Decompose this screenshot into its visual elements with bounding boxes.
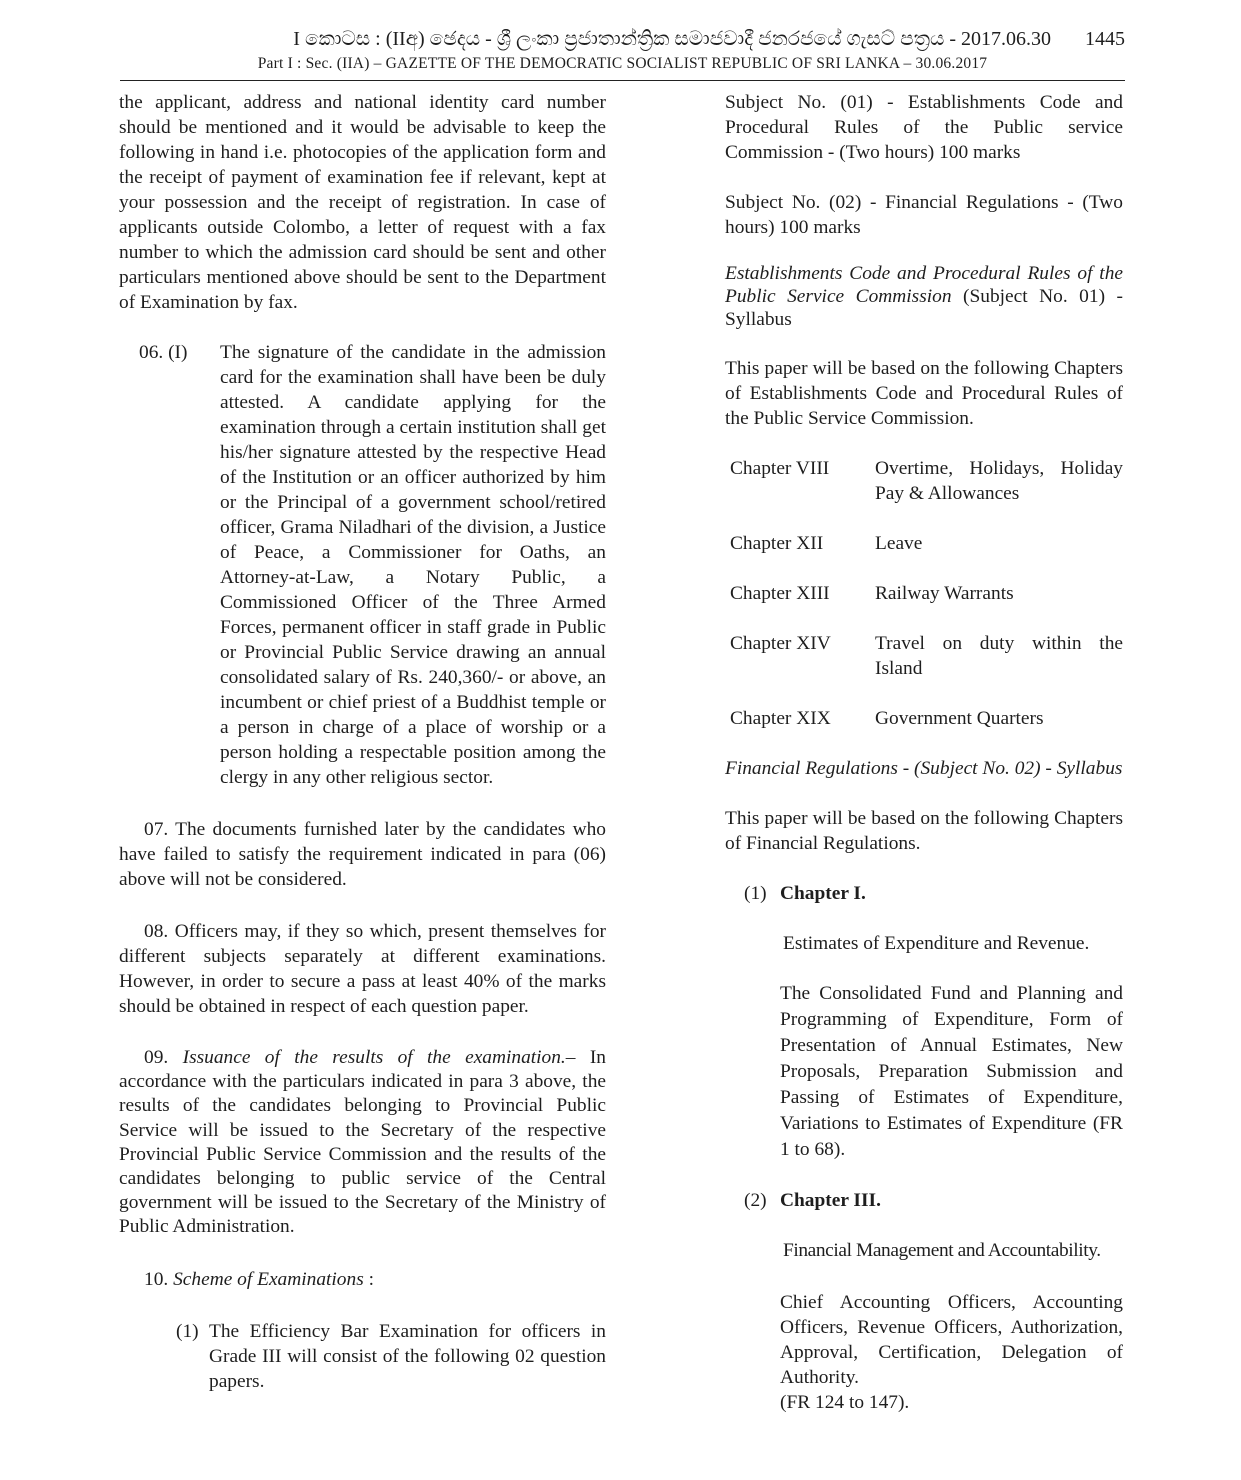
syllabus-title: Financial Regulations - (Subject No. 02) - Syllabus	[725, 758, 1123, 779]
fr-item-1	[725, 881, 1123, 906]
paragraph-07: 07. The documents furnished later by the candidates who have failed to satisfy the requirement indicated in para (06) above will not be considered.	[119, 819, 606, 890]
syllabus-subject: (Subject No. 01) - Syllabus	[725, 286, 1123, 330]
paragraph-number: 06. (I)	[139, 342, 188, 363]
item-text: The Efficiency Bar Examination for officers in Grade III will consist of the following 02 question papers.	[209, 1320, 606, 1392]
paragraph-heading: Scheme of Examinations	[173, 1268, 364, 1290]
heading-colon: :	[363, 1268, 374, 1290]
paragraph-08: 08. Officers may, if they so which, present themselves for different subjects separately at different examinations. However, in order to secure a pass at least 40% of the marks should be obtained in respect of each question paper.	[119, 921, 606, 1017]
syllabus-01-heading	[725, 262, 1123, 331]
subject-01: Subject No. (01) - Establishments Code and Procedural Rules of the Public service Commission - (Two hours) 100 marks	[725, 92, 1123, 163]
subject-02: Subject No. (02) - Financial Regulations - (Two hours) 100 marks	[725, 192, 1123, 238]
syllabus-02-heading	[725, 756, 1123, 781]
item-chapter: Chapter I.	[780, 883, 866, 904]
paragraph-10	[119, 1267, 606, 1292]
header-rule	[120, 80, 1125, 81]
page-header-english: Part I : Sec. (IIA) – GAZETTE OF THE DEMOCRATIC SOCIALIST REPUBLIC OF SRI LANKA – 30.06.2017	[257, 55, 988, 72]
syllabus-01-intro: This paper will be based on the following Chapters of Establishments Code and Procedural Rules of the Public Service Commission.	[725, 358, 1123, 429]
table-row	[725, 631, 1123, 681]
table-row	[725, 706, 1123, 731]
header-sinhala-title: I කොටස : (IIඅ) ඡෙදය - ශ්‍රී ලංකා ප්‍රජාතාන්ත්‍රික සමාජවාදී ජනරජයේ ගැසට් පත්‍රය - 2017.06.30	[293, 28, 1051, 50]
chapter-name: Chapter XIII	[730, 583, 830, 604]
fr-item-1-title: Estimates of Expenditure and Revenue.	[783, 933, 1090, 954]
chapter-title: Overtime, Holidays, Holiday Pay & Allowances	[875, 458, 1123, 504]
paragraph-text: – In accordance with the particulars indicated in para 3 above, the results of the candidates belonging to Provincial Public Service will be issued to the Secretary of the respective Provincial Public Service Commission and the results of the candidates belonging to public service of the Central government will be issued to the Secretary of the Ministry of Public Administration.	[119, 1047, 606, 1238]
chapter-title: Government Quarters	[875, 708, 1044, 729]
chapter-name: Chapter VIII	[730, 458, 830, 479]
page-header-sinhala	[120, 28, 1125, 51]
paragraph-continued: the applicant, address and national identity card number should be mentioned and it would be advisable to keep the following in hand i.e. photocopies of the application form and the receipt of payment of examination fee if relevant, kept at your possession and the receipt of registration. In case of applicants outside Colombo, a letter of request with a fax number to which the admission card should be sent and other particulars mentioned above should be sent to the Department of Examination by fax.	[119, 92, 606, 313]
item-number: (2)	[744, 1190, 767, 1211]
fr-item-2	[725, 1188, 1123, 1213]
paragraph-10-1	[119, 1319, 606, 1394]
left-column	[119, 90, 606, 1394]
table-row	[725, 531, 1123, 556]
chapter-title: Leave	[875, 533, 923, 554]
table-row	[725, 581, 1123, 606]
chapter-name: Chapter XII	[730, 533, 824, 554]
paragraph-text: The signature of the candidate in the admission card for the examination shall have been be duly attested. A candidate applying for the examination through a certain institution shall get his/her signature attested by the respective Head of the Institution or an officer authorized by him or the Principal of a government school/retired officer, Grama Niladhari of the division, a Justice of Peace, a Commissioner for Oaths, an Attorney-at-Law, a Notary Public, a Commissioned Officer of the Three Armed Forces, permanent officer in staff grade in Public or Provincial Public Service drawing an annual consolidated salary of Rs. 240,360/- or above, an incumbent or chief priest of a Buddhist temple or a person in charge of a place of worship or a person holding a respectable position among the clergy in any other religious sector.	[220, 342, 606, 788]
chapter-name: Chapter XIV	[730, 633, 831, 654]
item-number: (1)	[176, 1320, 199, 1342]
right-column	[725, 90, 1123, 1415]
item-chapter: Chapter III.	[780, 1190, 881, 1211]
syllabus-02-intro: This paper will be based on the following Chapters of Financial Regulations.	[725, 808, 1123, 854]
chapter-title: Travel on duty within the Island	[875, 633, 1123, 679]
paragraph-06	[119, 340, 606, 790]
paragraph-heading: Issuance of the results of the examination.	[182, 1047, 566, 1068]
item-number: (1)	[744, 883, 767, 904]
paragraph-09	[119, 1046, 606, 1240]
page-number: 1445	[1085, 28, 1125, 50]
syllabus-title: Establishments Code and Procedural Rules of the Public Service Commission	[725, 263, 1123, 307]
fr-item-2-description: Chief Accounting Officers, Accounting Officers, Revenue Officers, Authorization, Approval, Certification, Delegation of Authority.	[780, 1292, 1123, 1388]
fr-item-2-title: Financial Management and Accountability.	[783, 1240, 1101, 1261]
paragraph-number: 09.	[144, 1047, 169, 1068]
chapter-table	[725, 456, 1123, 731]
chapter-title: Railway Warrants	[875, 583, 1014, 604]
fr-item-1-description: The Consolidated Fund and Planning and Programming of Expenditure, Form of Presentation of Annual Estimates, New Proposals, Preparation Submission and Passing of Estimates of Expenditure, Variations to Estimates of Expenditure (FR 1 to 68).	[780, 983, 1123, 1160]
chapter-name: Chapter XIX	[730, 708, 831, 729]
fr-item-2-reference: (FR 124 to 147).	[780, 1392, 910, 1413]
table-row	[725, 456, 1123, 506]
paragraph-number: 10.	[144, 1268, 169, 1290]
